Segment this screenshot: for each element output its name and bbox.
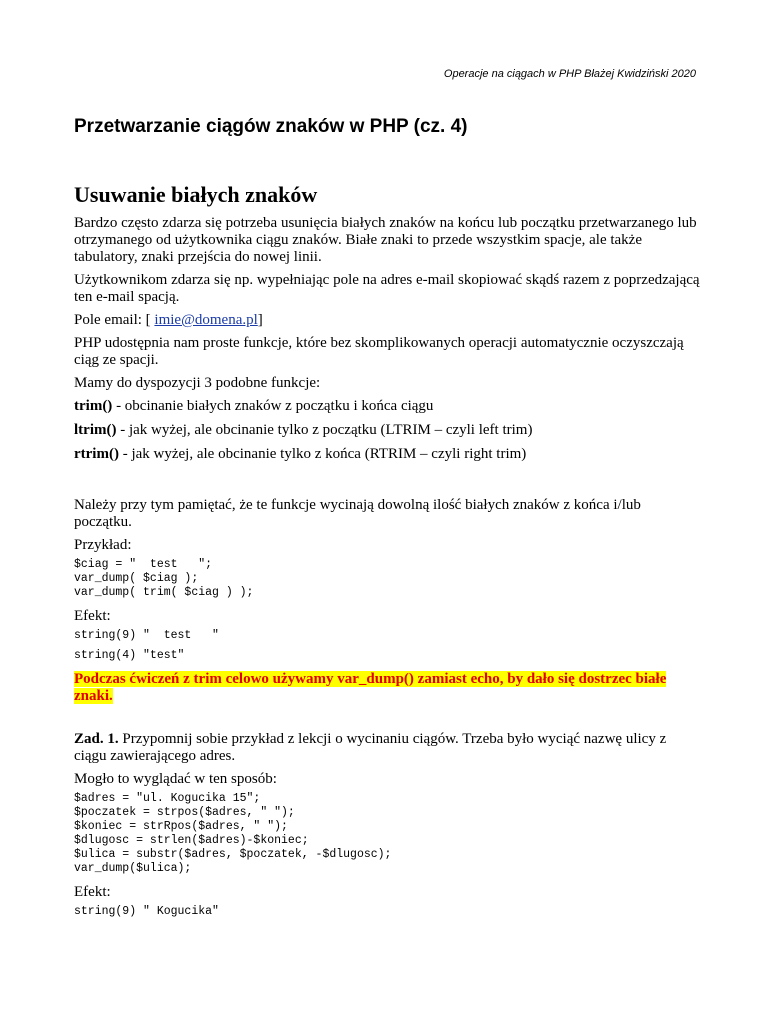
php-paragraph: PHP udostępnia nam proste funkcje, które bez skomplikowanych operacji automatycznie oczyszczają ciąg ze spacji.	[74, 335, 684, 368]
output-line: string(9) " Kogucika"	[74, 905, 219, 918]
task-label: Zad. 1.	[74, 731, 119, 747]
function-item-rtrim	[74, 446, 700, 463]
function-desc: - jak wyżej, ale obcinanie tylko z początku (LTRIM – czyli left trim)	[116, 422, 533, 438]
document-title: Przetwarzanie ciągów znaków w PHP (cz. 4)	[74, 116, 468, 137]
code-block-trim: $ciag = " test "; var_dump( $ciag ); var_dump( trim( $ciag ) );	[74, 558, 254, 599]
warning-highlight: Podczas ćwiczeń z trim celowo używamy var_dump() zamiast echo, by dało się dostrzec białe znaki.	[74, 671, 667, 704]
email-suffix: ]	[257, 312, 263, 328]
note-paragraph: Należy przy tym pamiętać, że te funkcje wycinają dowolną ilość białych znaków z końca i/lub początku.	[74, 497, 641, 530]
task-paragraph	[74, 731, 700, 765]
email-field-example	[74, 312, 700, 329]
function-name: trim()	[74, 398, 113, 414]
output-line: string(4) "test"	[74, 649, 185, 662]
spacer	[74, 469, 700, 497]
spacer	[74, 711, 700, 731]
document-body	[74, 215, 700, 927]
function-desc: - obcinanie białych znaków z początku i końca ciągu	[112, 398, 434, 414]
intro-paragraph: Bardzo często zdarza się potrzeba usunięcia białych znaków na końcu lub początku przetwarzanego lub otrzymanego od użytkownika ciągu znaków. Białe znaki to przede wszystkim spacje, ale także tabulatory, znaki przejścia do nowej linii.	[74, 215, 697, 265]
email-prefix: Pole email: [	[74, 312, 155, 328]
function-item-trim	[74, 398, 700, 415]
effect-label: Efekt:	[74, 884, 111, 900]
functions-intro: Mamy do dyspozycji 3 podobne funkcje:	[74, 375, 321, 391]
effect-label: Efekt:	[74, 608, 111, 624]
output-line: string(9) " test "	[74, 629, 219, 642]
email-paragraph: Użytkownikom zdarza się np. wypełniając pole na adres e-mail skopiować skądś razem z poprzedzającą ten e-mail spacją.	[74, 272, 700, 305]
function-name: ltrim()	[74, 422, 117, 438]
code-block-address: $adres = "ul. Kogucika 15"; $poczatek = strpos($adres, " "); $koniec = strRpos($adres, " "); $dlugosc = strlen($adres)-$koniec; $ulica = substr($adres, $poczatek, -$dlugosc); var_dump($ulica);	[74, 792, 392, 875]
function-desc: - jak wyżej, ale obcinanie tylko z końca (RTRIM – czyli right trim)	[118, 446, 527, 462]
warning-paragraph	[74, 671, 700, 705]
could-look-paragraph: Mogło to wyglądać w ten sposób:	[74, 771, 277, 787]
header-note: Operacje na ciągach w PHP Błażej Kwidziński 2020	[443, 68, 696, 80]
section-title: Usuwanie białych znaków	[74, 182, 318, 207]
function-item-ltrim	[74, 422, 700, 439]
task-text: Przypomnij sobie przykład z lekcji o wycinaniu ciągów. Trzeba było wyciąć nazwę ulicy z ciągu zawierającego adres.	[74, 731, 667, 764]
email-link[interactable]: imie@domena.pl	[154, 312, 258, 328]
example-label: Przykład:	[74, 537, 132, 553]
function-name: rtrim()	[74, 446, 119, 462]
